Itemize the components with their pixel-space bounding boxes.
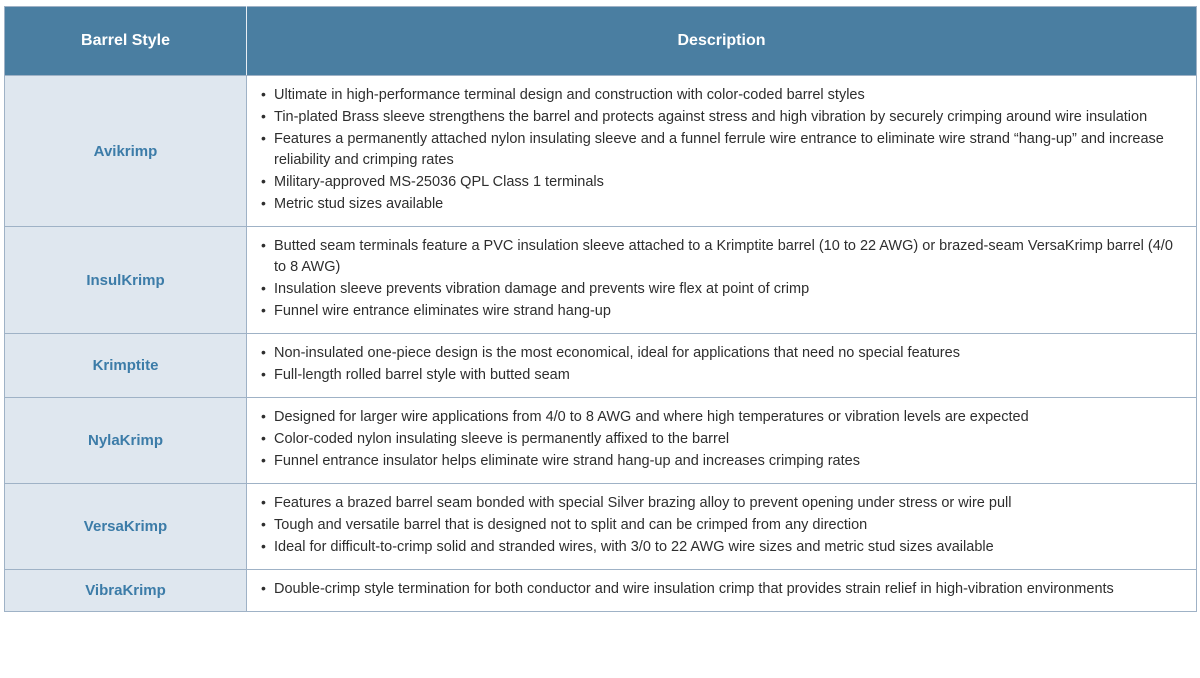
table-row — [5, 76, 1197, 227]
table-row — [5, 398, 1197, 484]
barrel-style-description — [247, 398, 1197, 484]
barrel-style-name: NylaKrimp — [5, 398, 247, 484]
list-item: • Features a permanently attached nylon insulating sleeve and a funnel ferrule wire entrance to eliminate wire strand “hang-up” and increase reliability and crimping rates — [261, 129, 1182, 171]
list-item: • Military-approved MS-25036 QPL Class 1 terminals — [261, 172, 1182, 193]
table-row — [5, 334, 1197, 398]
column-header-barrel-style: Barrel Style — [5, 7, 247, 76]
table-row — [5, 570, 1197, 612]
list-item: • Tough and versatile barrel that is designed not to split and can be crimped from any direction — [261, 515, 1182, 536]
barrel-style-description — [247, 570, 1197, 612]
list-item: • Butted seam terminals feature a PVC insulation sleeve attached to a Krimptite barrel (10 to 22 AWG) or brazed-seam VersaKrimp barrel (4/0 to 8 AWG) — [261, 236, 1182, 278]
list-item: • Features a brazed barrel seam bonded with special Silver brazing alloy to prevent opening under stress or wire pull — [261, 493, 1182, 514]
description-bullet-list — [261, 493, 1182, 558]
list-item: • Insulation sleeve prevents vibration damage and prevents wire flex at point of crimp — [261, 279, 1182, 300]
list-item: • Tin-plated Brass sleeve strengthens the barrel and protects against stress and high vibration by securely crimping around wire insulation — [261, 107, 1182, 128]
list-item: • Funnel entrance insulator helps eliminate wire strand hang-up and increases crimping rates — [261, 451, 1182, 472]
list-item: • Double-crimp style termination for both conductor and wire insulation crimp that provides strain relief in high-vibration environments — [261, 579, 1182, 600]
table-header — [5, 7, 1197, 76]
list-item: • Metric stud sizes available — [261, 194, 1182, 215]
barrel-style-name: VibraKrimp — [5, 570, 247, 612]
description-bullet-list — [261, 85, 1182, 215]
table-row — [5, 227, 1197, 334]
barrel-style-name: InsulKrimp — [5, 227, 247, 334]
description-bullet-list — [261, 343, 1182, 386]
table-body — [5, 76, 1197, 612]
barrel-style-name: VersaKrimp — [5, 484, 247, 570]
barrel-style-description — [247, 334, 1197, 398]
description-bullet-list — [261, 407, 1182, 472]
table-header-row — [5, 7, 1197, 76]
barrel-style-table — [4, 6, 1197, 612]
barrel-style-name: Krimptite — [5, 334, 247, 398]
column-header-description: Description — [247, 7, 1197, 76]
list-item: • Ideal for difficult-to-crimp solid and stranded wires, with 3/0 to 22 AWG wire sizes and metric stud sizes available — [261, 537, 1182, 558]
list-item: • Full-length rolled barrel style with butted seam — [261, 365, 1182, 386]
description-bullet-list — [261, 579, 1182, 600]
list-item: • Ultimate in high-performance terminal design and construction with color-coded barrel styles — [261, 85, 1182, 106]
list-item: • Non-insulated one-piece design is the most economical, ideal for applications that need no special features — [261, 343, 1182, 364]
list-item: • Color-coded nylon insulating sleeve is permanently affixed to the barrel — [261, 429, 1182, 450]
barrel-style-description — [247, 484, 1197, 570]
list-item: • Funnel wire entrance eliminates wire strand hang-up — [261, 301, 1182, 322]
list-item: • Designed for larger wire applications from 4/0 to 8 AWG and where high temperatures or vibration levels are expected — [261, 407, 1182, 428]
barrel-style-description — [247, 76, 1197, 227]
barrel-style-description — [247, 227, 1197, 334]
barrel-style-name: Avikrimp — [5, 76, 247, 227]
description-bullet-list — [261, 236, 1182, 322]
table-row — [5, 484, 1197, 570]
